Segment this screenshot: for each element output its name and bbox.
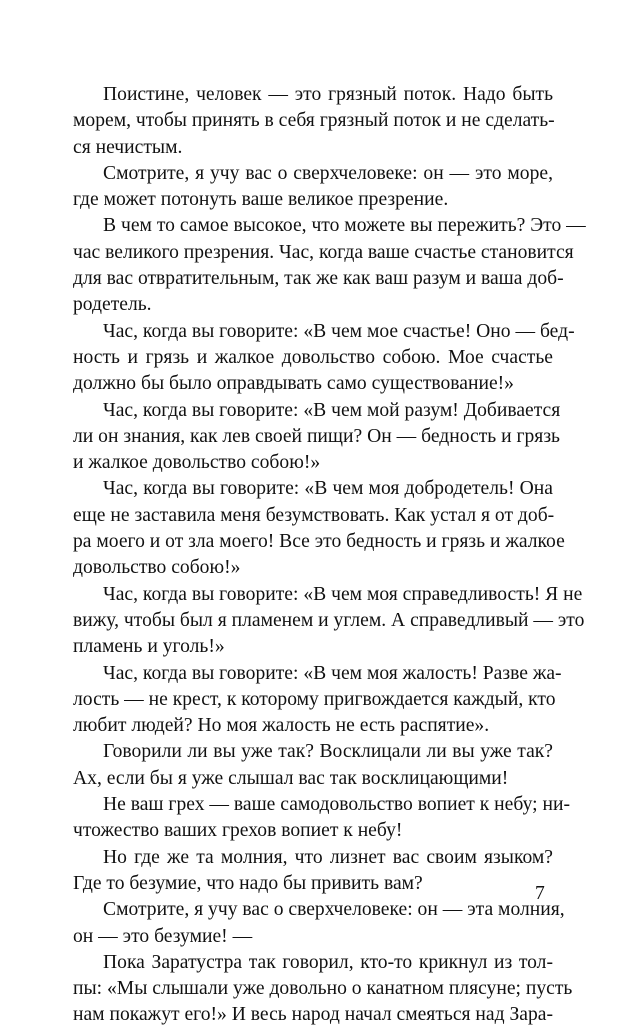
text-line: ра моего и от зла моего! Все это бедность и грязь и жалкое <box>73 531 565 553</box>
text-line: Но где же та молния, что лизнет вас своим языком? <box>103 846 553 868</box>
text-line: час великого презрения. Час, когда ваше счастье становится <box>73 241 574 263</box>
text-line: Смотрите, я учу вас о сверхчеловеке: он — эта молния, <box>103 899 565 921</box>
page-number: 7 <box>535 883 545 904</box>
text-line: лость — не крест, к которому пригвождается каждый, кто <box>73 688 556 710</box>
text-line: чтожество ваших грехов вопиет к небу! <box>73 820 403 842</box>
text-line: морем, чтобы принять в себя грязный поток и не сделать- <box>73 110 555 132</box>
text-line: для вас отвратительным, так же как ваш разум и ваша доб- <box>73 268 564 290</box>
text-line: Час, когда вы говорите: «В чем мой разум! Добивается <box>103 399 561 421</box>
text-line: Пока Заратустра так говорил, кто-то крикнул из тол- <box>103 951 553 973</box>
text-line: родетель. <box>73 294 152 316</box>
text-line: Говорили ли вы уже так? Восклицали ли вы уже так? <box>103 741 553 763</box>
text-line: нам покажут его!» И весь народ начал смеяться над Зара- <box>73 1004 554 1026</box>
text-line: должно бы было оправдывать само существование!» <box>73 373 514 395</box>
text-line: В чем то самое высокое, что можете вы пережить? Это — <box>103 215 586 237</box>
text-line: пламень и уголь!» <box>73 636 225 658</box>
text-line: Поистине, человек — это грязный поток. Надо быть <box>103 84 553 105</box>
text-line: и жалкое довольство собою!» <box>73 452 321 474</box>
text-line: Ах, если бы я уже слышал вас так восклицающими! <box>73 767 509 789</box>
page-text <box>73 82 586 1029</box>
text-line: Час, когда вы говорите: «В чем мое счастье! Оно — бед- <box>103 320 575 342</box>
text-line: ность и грязь и жалкое довольство собою. Мое счастье <box>73 346 553 368</box>
text-line: ли он знания, как лев своей пищи? Он — бедность и грязь <box>73 425 560 447</box>
text-line: он — это безумие! — <box>73 925 253 947</box>
text-line: Час, когда вы говорите: «В чем моя жалость! Разве жа- <box>103 662 562 684</box>
text-line: ся нечистым. <box>73 136 183 158</box>
text-line: Не ваш грех — ваше самодовольство вопиет к небу; ни- <box>103 794 570 816</box>
text-line: где может потонуть ваше великое презрение. <box>73 189 449 211</box>
text-line: любит людей? Но моя жалость не есть распятие». <box>73 715 490 737</box>
text-line: Смотрите, я учу вас о сверхчеловеке: он — это море, <box>103 162 553 184</box>
text-line: Час, когда вы говорите: «В чем моя добродетель! Она <box>103 478 553 500</box>
text-line: довольство собою!» <box>73 557 241 579</box>
text-line: еще не заставила меня безумствовать. Как устал я от доб- <box>73 504 555 526</box>
text-line: Где то безумие, что надо бы привить вам? <box>73 872 423 894</box>
text-line: вижу, чтобы был я пламенем и углем. А справедливый — это <box>73 609 585 631</box>
text-line: Час, когда вы говорите: «В чем моя справедливость! Я не <box>103 583 583 605</box>
text-line: пы: «Мы слышали уже довольно о канатном плясуне; пусть <box>73 978 573 1000</box>
